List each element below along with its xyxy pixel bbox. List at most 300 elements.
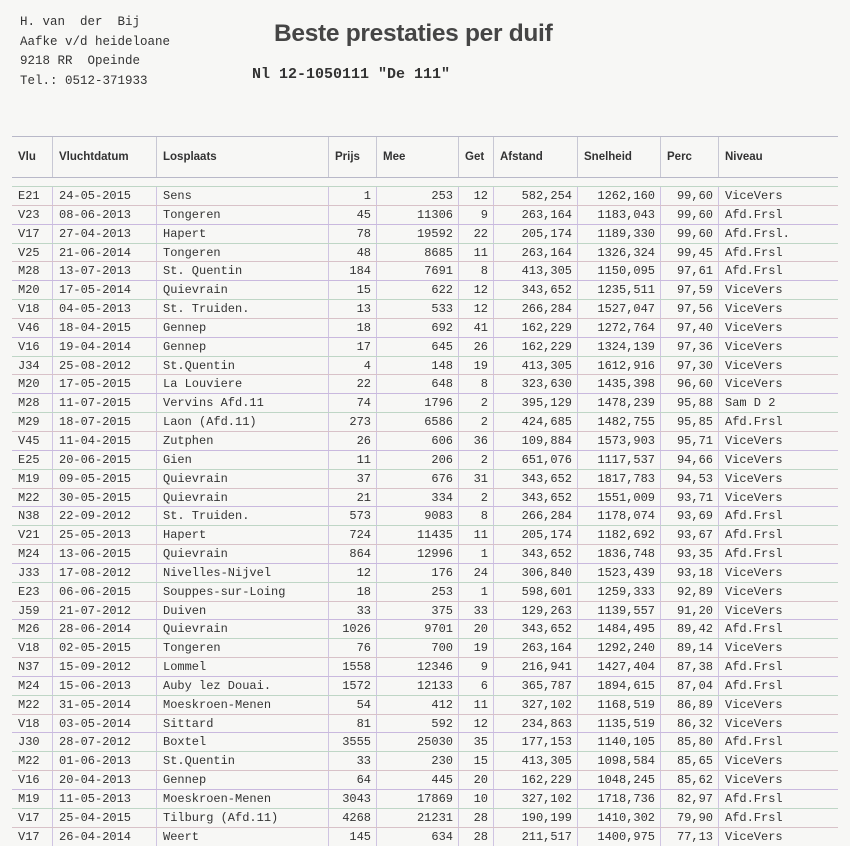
cell-perc: 85,65 [660,752,718,770]
cell-vluchtdatum: 18-07-2015 [52,413,156,431]
cell-vluchtdatum: 06-06-2015 [52,583,156,601]
cell-losplaats: Laon (Afd.11) [156,413,328,431]
cell-afstand: 162,229 [493,338,577,356]
cell-losplaats: Souppes-sur-Loing [156,583,328,601]
cell-prijs: 273 [328,413,376,431]
cell-afstand: 266,284 [493,300,577,318]
cell-prijs: 48 [328,244,376,262]
table-row [12,544,838,563]
cell-mee: 19592 [376,225,458,243]
cell-afstand: 162,229 [493,319,577,337]
cell-get: 36 [458,432,493,450]
column-header-losplaats: Losplaats [156,137,328,177]
cell-perc: 95,85 [660,413,718,431]
cell-get: 20 [458,620,493,638]
cell-snelheid: 1262,160 [577,187,660,205]
table-row [12,243,838,262]
cell-niveau: ViceVers [718,564,838,582]
cell-niveau: Afd.Frsl [718,620,838,638]
cell-prijs: 13 [328,300,376,318]
cell-get: 28 [458,809,493,827]
cell-get: 28 [458,828,493,846]
cell-vlu: M29 [18,415,40,430]
cell-perc: 97,30 [660,357,718,375]
cell-get: 20 [458,771,493,789]
table-row [12,714,838,733]
cell-snelheid: 1435,398 [577,375,660,393]
cell-prijs: 864 [328,545,376,563]
cell-snelheid: 1482,755 [577,413,660,431]
cell-snelheid: 1484,495 [577,620,660,638]
cell-losplaats: Nivelles-Nijvel [156,564,328,582]
cell-vlu: V18 [18,716,40,731]
cell-losplaats: Sittard [156,715,328,733]
cell-prijs: 37 [328,470,376,488]
cell-vlu: M20 [18,377,40,392]
cell-vlu: M28 [18,264,40,279]
cell-get: 11 [458,244,493,262]
cell-vlu: V18 [18,302,40,317]
cell-prijs: 33 [328,752,376,770]
cell-perc: 85,62 [660,771,718,789]
cell-prijs: 17 [328,338,376,356]
column-header-niveau: Niveau [718,137,838,177]
cell-niveau: ViceVers [718,639,838,657]
cell-get: 31 [458,470,493,488]
cell-snelheid: 1117,537 [577,451,660,469]
cell-prijs: 3043 [328,790,376,808]
cell-vlu: V17 [18,226,40,241]
cell-afstand: 598,601 [493,583,577,601]
cell-mee: 12133 [376,677,458,695]
cell-snelheid: 1410,302 [577,809,660,827]
cell-afstand: 129,263 [493,602,577,620]
cell-niveau: ViceVers [718,828,838,846]
cell-perc: 91,20 [660,602,718,620]
cell-mee: 6586 [376,413,458,431]
cell-losplaats: Weert [156,828,328,846]
table-row [12,356,838,375]
cell-losplaats: Gien [156,451,328,469]
cell-snelheid: 1817,783 [577,470,660,488]
cell-niveau: Afd.Frsl [718,790,838,808]
cell-mee: 206 [376,451,458,469]
owner-phone: Tel.: 0512-371933 [20,73,148,88]
cell-get: 8 [458,507,493,525]
cell-afstand: 263,164 [493,244,577,262]
cell-perc: 89,42 [660,620,718,638]
column-header-mee: Mee [376,137,458,177]
table-row [12,601,838,620]
cell-get: 35 [458,733,493,751]
cell-mee: 700 [376,639,458,657]
cell-snelheid: 1048,245 [577,771,660,789]
cell-vlu: M22 [18,754,40,769]
cell-niveau: ViceVers [718,319,838,337]
cell-vluchtdatum: 17-05-2014 [52,281,156,299]
cell-afstand: 365,787 [493,677,577,695]
cell-afstand: 343,652 [493,545,577,563]
cell-niveau: ViceVers [718,583,838,601]
cell-snelheid: 1326,324 [577,244,660,262]
cell-vlu: V21 [18,528,40,543]
table-header [12,136,838,178]
cell-perc: 93,35 [660,545,718,563]
cell-get: 24 [458,564,493,582]
cell-vluchtdatum: 21-06-2014 [52,244,156,262]
cell-vluchtdatum: 15-06-2013 [52,677,156,695]
cell-mee: 634 [376,828,458,846]
table-row [12,657,838,676]
table-row [12,488,838,507]
table-row [12,318,838,337]
cell-vlu: V45 [18,433,40,448]
cell-vluchtdatum: 25-08-2012 [52,357,156,375]
table-row [12,205,838,224]
cell-vluchtdatum: 02-05-2015 [52,639,156,657]
cell-perc: 86,32 [660,715,718,733]
cell-mee: 1796 [376,394,458,412]
cell-vluchtdatum: 18-04-2015 [52,319,156,337]
cell-perc: 97,56 [660,300,718,318]
cell-afstand: 205,174 [493,526,577,544]
table-row [12,450,838,469]
cell-afstand: 395,129 [493,394,577,412]
cell-prijs: 64 [328,771,376,789]
cell-mee: 17869 [376,790,458,808]
cell-losplaats: St. Quentin [156,262,328,280]
cell-niveau: Afd.Frsl [718,658,838,676]
cell-afstand: 177,153 [493,733,577,751]
cell-niveau: Afd.Frsl [718,413,838,431]
cell-perc: 77,13 [660,828,718,846]
cell-afstand: 343,652 [493,489,577,507]
cell-perc: 87,38 [660,658,718,676]
cell-mee: 676 [376,470,458,488]
cell-prijs: 11 [328,451,376,469]
cell-prijs: 18 [328,583,376,601]
cell-snelheid: 1551,009 [577,489,660,507]
cell-get: 8 [458,262,493,280]
cell-niveau: Afd.Frsl [718,733,838,751]
cell-vlu: E21 [18,189,40,203]
cell-get: 2 [458,451,493,469]
cell-afstand: 306,840 [493,564,577,582]
table-row [12,186,838,205]
cell-snelheid: 1235,511 [577,281,660,299]
cell-prijs: 76 [328,639,376,657]
cell-perc: 95,71 [660,432,718,450]
cell-niveau: ViceVers [718,357,838,375]
cell-snelheid: 1178,074 [577,507,660,525]
cell-vluchtdatum: 11-05-2013 [52,790,156,808]
cell-vluchtdatum: 28-06-2014 [52,620,156,638]
cell-mee: 21231 [376,809,458,827]
cell-afstand: 234,863 [493,715,577,733]
cell-get: 33 [458,602,493,620]
cell-mee: 7691 [376,262,458,280]
cell-prijs: 78 [328,225,376,243]
results-table [12,136,838,846]
cell-snelheid: 1324,139 [577,338,660,356]
cell-vlu: V25 [18,245,40,260]
cell-perc: 99,45 [660,244,718,262]
cell-afstand: 651,076 [493,451,577,469]
column-header-snelheid: Snelheid [577,137,660,177]
table-row [12,393,838,412]
cell-prijs: 724 [328,526,376,544]
cell-vlu: M26 [18,622,40,637]
cell-vluchtdatum: 22-09-2012 [52,507,156,525]
cell-snelheid: 1140,105 [577,733,660,751]
cell-vluchtdatum: 25-05-2013 [52,526,156,544]
cell-snelheid: 1612,916 [577,357,660,375]
cell-get: 26 [458,338,493,356]
cell-get: 2 [458,489,493,507]
cell-vlu: J30 [18,735,40,750]
cell-losplaats: La Louviere [156,375,328,393]
cell-vluchtdatum: 20-04-2013 [52,771,156,789]
cell-vluchtdatum: 11-07-2015 [52,394,156,412]
cell-niveau: Afd.Frsl [718,244,838,262]
cell-snelheid: 1139,557 [577,602,660,620]
cell-vlu: J34 [18,358,40,373]
cell-mee: 253 [376,187,458,205]
cell-snelheid: 1718,736 [577,790,660,808]
cell-perc: 94,53 [660,470,718,488]
table-row [12,619,838,638]
cell-niveau: ViceVers [718,696,838,714]
table-row [12,280,838,299]
cell-vlu: M28 [18,396,40,411]
cell-get: 11 [458,696,493,714]
cell-vluchtdatum: 17-08-2012 [52,564,156,582]
cell-niveau: ViceVers [718,338,838,356]
cell-vlu: J33 [18,565,40,580]
cell-losplaats: Quievrain [156,489,328,507]
cell-vluchtdatum: 28-07-2012 [52,733,156,751]
cell-perc: 86,89 [660,696,718,714]
cell-vlu: N37 [18,660,40,675]
cell-get: 12 [458,300,493,318]
cell-niveau: Afd.Frsl [718,526,838,544]
cell-vlu: V18 [18,641,40,656]
cell-get: 10 [458,790,493,808]
cell-prijs: 1558 [328,658,376,676]
cell-afstand: 413,305 [493,752,577,770]
cell-losplaats: Tongeren [156,244,328,262]
cell-afstand: 109,884 [493,432,577,450]
cell-vlu: J59 [18,603,40,618]
cell-mee: 375 [376,602,458,620]
cell-perc: 79,90 [660,809,718,827]
cell-vluchtdatum: 17-05-2015 [52,375,156,393]
cell-snelheid: 1400,975 [577,828,660,846]
owner-address [20,13,170,91]
cell-mee: 445 [376,771,458,789]
table-row [12,261,838,280]
cell-get: 15 [458,752,493,770]
cell-snelheid: 1168,519 [577,696,660,714]
cell-niveau: ViceVers [718,300,838,318]
cell-get: 9 [458,658,493,676]
cell-losplaats: Lommel [156,658,328,676]
cell-vluchtdatum: 01-06-2013 [52,752,156,770]
cell-perc: 85,80 [660,733,718,751]
cell-snelheid: 1183,043 [577,206,660,224]
cell-prijs: 74 [328,394,376,412]
cell-afstand: 205,174 [493,225,577,243]
cell-afstand: 413,305 [493,357,577,375]
cell-niveau: ViceVers [718,771,838,789]
cell-snelheid: 1573,903 [577,432,660,450]
cell-perc: 99,60 [660,225,718,243]
cell-afstand: 582,254 [493,187,577,205]
table-row [12,676,838,695]
cell-losplaats: Boxtel [156,733,328,751]
cell-afstand: 323,630 [493,375,577,393]
cell-perc: 99,60 [660,206,718,224]
table-row [12,808,838,827]
cell-get: 1 [458,583,493,601]
cell-prijs: 22 [328,375,376,393]
pigeon-ring-number: Nl 12-1050111 "De 111" [252,66,451,83]
cell-perc: 97,40 [660,319,718,337]
owner-name: H. van der Bij [20,15,141,29]
cell-afstand: 263,164 [493,639,577,657]
cell-mee: 12346 [376,658,458,676]
cell-vlu: M24 [18,678,40,693]
cell-vlu: V23 [18,207,40,222]
cell-snelheid: 1427,404 [577,658,660,676]
column-header-perc: Perc [660,137,718,177]
cell-losplaats: Quievrain [156,545,328,563]
cell-losplaats: St.Quentin [156,752,328,770]
cell-perc: 97,61 [660,262,718,280]
cell-prijs: 145 [328,828,376,846]
cell-vluchtdatum: 11-04-2015 [52,432,156,450]
cell-niveau: ViceVers [718,470,838,488]
cell-losplaats: Zutphen [156,432,328,450]
cell-mee: 9701 [376,620,458,638]
column-header-get: Get [458,137,493,177]
table-row [12,563,838,582]
cell-perc: 82,97 [660,790,718,808]
cell-mee: 148 [376,357,458,375]
table-row [12,337,838,356]
cell-prijs: 4268 [328,809,376,827]
cell-mee: 606 [376,432,458,450]
cell-get: 9 [458,206,493,224]
cell-snelheid: 1098,584 [577,752,660,770]
cell-niveau: Afd.Frsl. [718,225,838,243]
column-header-vluchtdatum: Vluchtdatum [52,137,156,177]
cell-vluchtdatum: 09-05-2015 [52,470,156,488]
column-header-afstand: Afstand [493,137,577,177]
cell-snelheid: 1259,333 [577,583,660,601]
cell-perc: 95,88 [660,394,718,412]
table-row [12,525,838,544]
cell-niveau: ViceVers [718,752,838,770]
cell-losplaats: Quievrain [156,281,328,299]
cell-snelheid: 1272,764 [577,319,660,337]
cell-mee: 592 [376,715,458,733]
cell-snelheid: 1836,748 [577,545,660,563]
cell-prijs: 54 [328,696,376,714]
cell-losplaats: Tongeren [156,639,328,657]
cell-vlu: E23 [18,584,40,599]
cell-vlu: N38 [18,509,40,524]
cell-niveau: ViceVers [718,432,838,450]
cell-prijs: 21 [328,489,376,507]
cell-get: 12 [458,715,493,733]
cell-afstand: 266,284 [493,507,577,525]
cell-vlu: V16 [18,339,40,354]
cell-mee: 334 [376,489,458,507]
cell-losplaats: Moeskroen-Menen [156,790,328,808]
cell-vlu: V16 [18,773,40,788]
cell-vluchtdatum: 31-05-2014 [52,696,156,714]
cell-perc: 97,59 [660,281,718,299]
cell-vlu: M24 [18,547,40,562]
cell-get: 2 [458,394,493,412]
cell-losplaats: Hapert [156,526,328,544]
cell-niveau: ViceVers [718,602,838,620]
cell-prijs: 26 [328,432,376,450]
cell-mee: 11435 [376,526,458,544]
cell-vluchtdatum: 08-06-2013 [52,206,156,224]
cell-prijs: 573 [328,507,376,525]
cell-afstand: 327,102 [493,696,577,714]
cell-prijs: 12 [328,564,376,582]
cell-snelheid: 1527,047 [577,300,660,318]
cell-losplaats: Quievrain [156,620,328,638]
cell-get: 12 [458,187,493,205]
cell-vluchtdatum: 24-05-2015 [52,187,156,205]
cell-mee: 12996 [376,545,458,563]
cell-losplaats: Auby lez Douai. [156,677,328,695]
cell-mee: 253 [376,583,458,601]
cell-prijs: 18 [328,319,376,337]
cell-vlu: M22 [18,490,40,505]
page-title: Beste prestaties per duif [274,20,553,47]
cell-vluchtdatum: 27-04-2013 [52,225,156,243]
cell-afstand: 211,517 [493,828,577,846]
cell-snelheid: 1189,330 [577,225,660,243]
cell-mee: 176 [376,564,458,582]
cell-niveau: Afd.Frsl [718,507,838,525]
cell-get: 1 [458,545,493,563]
table-row [12,412,838,431]
cell-vluchtdatum: 13-06-2015 [52,545,156,563]
cell-losplaats: Moeskroen-Menen [156,696,328,714]
table-row [12,695,838,714]
cell-niveau: ViceVers [718,375,838,393]
cell-afstand: 343,652 [493,620,577,638]
cell-niveau: Afd.Frsl [718,262,838,280]
cell-mee: 230 [376,752,458,770]
cell-niveau: ViceVers [718,451,838,469]
cell-get: 6 [458,677,493,695]
cell-niveau: Afd.Frsl [718,677,838,695]
cell-get: 12 [458,281,493,299]
table-row [12,506,838,525]
cell-losplaats: Gennep [156,319,328,337]
column-header-vlu: Vlu [18,151,36,163]
cell-snelheid: 1135,519 [577,715,660,733]
cell-prijs: 1 [328,187,376,205]
cell-perc: 87,04 [660,677,718,695]
